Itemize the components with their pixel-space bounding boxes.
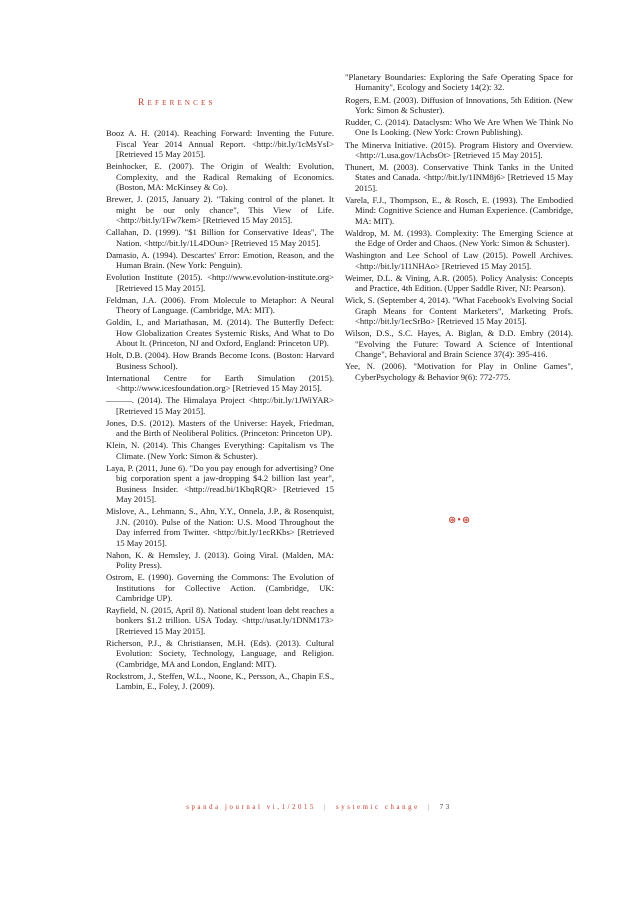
page-footer <box>0 804 638 811</box>
reference-entry: Rogers, E.M. (2003). Diffusion of Innovations, 5th Edition. (New York: Simon & Schuster). <box>345 94 573 115</box>
reference-entry: Feldman, J.A. (2006). From Molecule to Metaphor: A Neural Theory of Language. (Cambridge, MA: MIT). <box>106 294 334 316</box>
reference-entry: Laya, P. (2011, June 6). "Do you pay enough for advertising? One big corporation spent a jaw-dropping $4.2 billion last year", Business Insider. <http://read.bi/1KbqRQR> [Retrieved 15 May 2015]. <box>106 462 334 505</box>
reference-entry: Weimer, D.L. & Vining, A.R. (2005). Policy Analysis: Concepts and Practice, 4th Edition. (Upper Saddle River, NJ: Pearson). <box>345 272 573 294</box>
reference-entry: Richerson, P.J., & Christiansen, M.H. (Eds). (2013). Cultural Evolution: Society, Technology, Language, and Religion. (Cambridge, MA and London, England: MIT). <box>106 637 334 669</box>
references-heading: References <box>138 98 216 108</box>
reference-entry: Beinhocker, E. (2007). The Origin of Wealth: Evolution, Complexity, and the Radical Remaking of Economics. (Boston, MA: McKinsey & Co). <box>106 161 334 193</box>
reference-entry: Rudder, C. (2014). Dataclysm: Who We Are When We Think No One Is Looking. (New York: Crown Publishing). <box>345 117 573 138</box>
reference-entry: Callahan, D. (1999). "$1 Billion for Conservative Ideas", The Nation. <http://bit.ly/1L4DOun> [Retrieved 15 May 2015]. <box>106 227 334 248</box>
reference-entry: Holt, D.B. (2004). How Brands Become Icons. (Boston: Harvard Business School). <box>106 350 334 371</box>
reference-entry: Thunert, M. (2003). Conservative Think Tanks in the United States and Canada. <http://bit.ly/1INM8j6> [Retrieved 15 May 2015]. <box>345 162 573 193</box>
reference-entry: Nahon, K. & Hemsley, J. (2013). Going Viral. (Malden, MA: Polity Press). <box>106 549 334 571</box>
footer-journal-name: spanda journal vi,1/2015 <box>186 804 317 811</box>
reference-entry: Jones, D.S. (2012). Masters of the Universe: Hayek, Friedman, and the Birth of Neoliberal Politics. (Princeton: Princeton UP). <box>106 417 334 439</box>
footer-separator: | <box>427 804 432 811</box>
left-reference-list <box>106 128 334 691</box>
reference-entry: Washington and Lee School of Law (2015). Powell Archives. <http://bit.ly/1I1NHAo> [Retrieved 15 May 2015]. <box>345 250 573 271</box>
section-end-ornament: ⊛•⊛ <box>448 515 472 526</box>
reference-entry: Waldrop, M. M. (1993). Complexity: The Emerging Science at the Edge of Order and Chaos. (New York: Simon & Schuster). <box>345 227 573 249</box>
reference-entry: Rockstrom, J., Steffen, W.L., Noone, K., Persson, A., Chapin F.S., Lambin, E., Foley, J. (2009). <box>106 670 334 692</box>
references-left-column <box>106 98 334 693</box>
reference-entry: Klein, N. (2014). This Changes Everything: Capitalism vs The Climate. (New York: Simon & Schuster). <box>106 440 334 461</box>
reference-entry: Brewer, J. (2015, January 2). "Taking control of the planet. It might be our only chance", This View of Life. <http://bit.ly/1Fw7kem> [Retrieved 15 May 2015]. <box>106 194 334 226</box>
reference-entry: Wilson, D.S., S.C. Hayes, A. Biglan, & D.D. Embry (2014). "Evolving the Future: Toward A Science of Intentional Change", Behavioral and Brain Science 37(4): 395-416. <box>345 328 573 360</box>
reference-entry: Varela, F.J., Thompson, E., & Rosch, E. (1993). The Embodied Mind: Cognitive Science and Human Experience. (Cambridge, MA: MIT). <box>345 194 573 226</box>
reference-entry: International Centre for Earth Simulation (2015). <http://www.icesfoundation.org> [Retrieved 15 May 2015]. <box>106 372 334 394</box>
references-right-column <box>345 72 573 384</box>
reference-entry: Evolution Institute (2015). <http://www.evolution-institute.org> [Retrieved 15 May 2015]. <box>106 272 334 293</box>
reference-entry: The Minerva Initiative. (2015). Program History and Overview. <http://1.usa.gov/1AcbsOt> [Retrieved 15 May 2015]. <box>345 139 573 160</box>
reference-entry: Ostrom, E. (1990). Governing the Commons: The Evolution of Institutions for Collective Action. (Cambridge, UK: Cambridge UP). <box>106 572 334 603</box>
reference-entry: Booz A. H. (2014). Reaching Forward: Inventing the Future. Fiscal Year 2014 Annual Report. <http://bit.ly/1cMsYsI> [Retrieved 15 May 2015]. <box>106 128 334 160</box>
reference-entry: Rayfield, N. (2015, April 8). National student loan debt reaches a bonkers $1.2 trillion. USA Today. <http://usat.ly/1DNM173> [Retrieved 15 May 2015]. <box>106 605 334 636</box>
reference-entry: Mislove, A., Lehmann, S., Ahn, Y.Y., Onnela, J.P., & Rosenquist, J.N. (2010). Pulse of the Nation: U.S. Mood Throughout the Day inferred from Twitter. <http://bit.ly/1ecRKbs> [Retrieved 15 May 2015]. <box>106 506 334 548</box>
reference-entry: ———. (2014). The Himalaya Project <http://bit.ly/1JWiYAR> [Retrieved 15 May 2015]. <box>106 395 334 416</box>
right-reference-list <box>345 72 573 382</box>
page-number: 73 <box>439 804 452 811</box>
footer-separator: | <box>324 804 329 811</box>
reference-entry: Yee, N. (2006). "Motivation for Play in Online Games", CyberPsychology & Behavior 9(6): 772-775. <box>345 361 573 382</box>
reference-entry: Goldin, I., and Mariathasan, M. (2014). The Butterfly Defect: How Globalization Creates Systemic Risks, And What to Do About It. (Princeton, NJ and Oxford, England: Princeton UP). <box>106 317 334 349</box>
reference-entry: Wick, S. (September 4, 2014). "What Facebook's Evolving Social Graph Means for Content Marketers", Marketing Profs. <http://bit.ly/1ecSrBo> [Retrieved 15 May 2015]. <box>345 295 573 327</box>
reference-entry: "Planetary Boundaries: Exploring the Safe Operating Space for Humanity", Ecology and Society 14(2): 32. <box>345 72 573 93</box>
footer-section-name: systemic change <box>336 804 420 811</box>
reference-entry: Damasio, A. (1994). Descartes' Error: Emotion, Reason, and the Human Brain. (New York: Penguin). <box>106 249 334 271</box>
